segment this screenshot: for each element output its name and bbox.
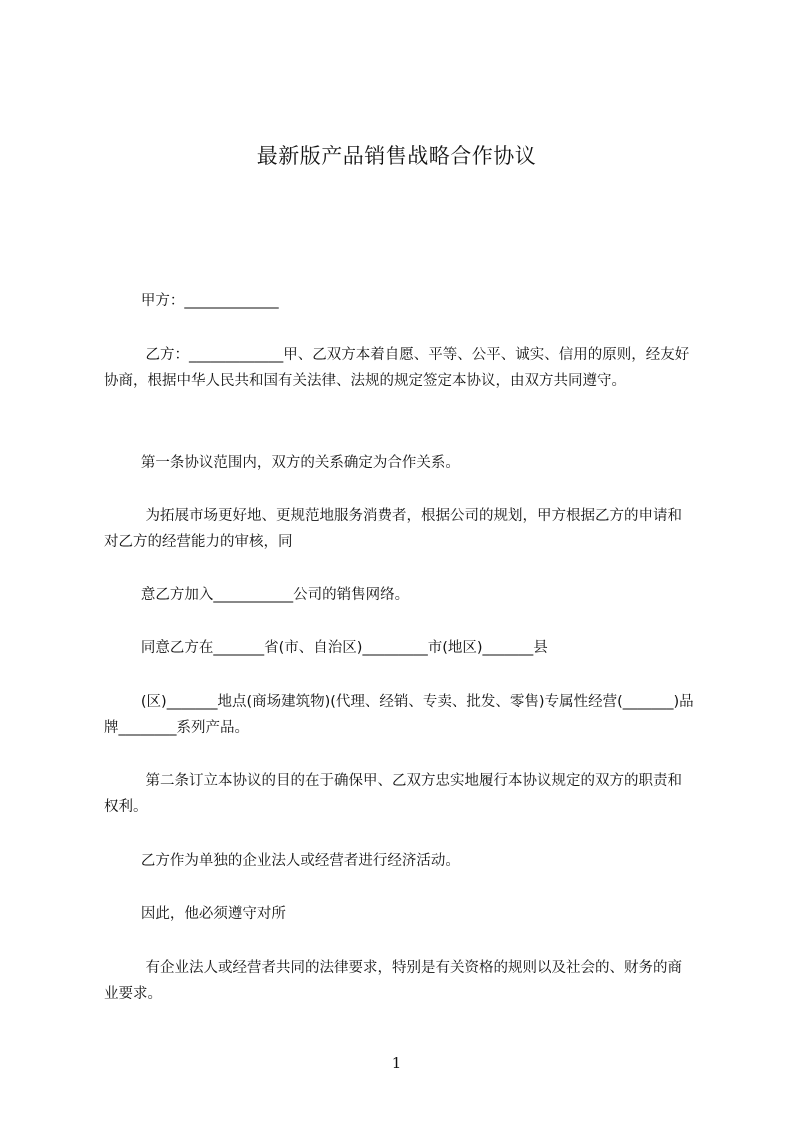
paragraph-join-network: 意乙方加入___________公司的销售网络。 [104, 587, 410, 603]
paragraph-legal-requirements: 有企业法人或经营者共同的法律要求，特别是有关资格的规则以及社会的、财务的商业要求。 [104, 960, 682, 1002]
paragraph-article-1: 第一条协议范围内，双方的关系确定为合作关系。 [104, 455, 460, 471]
page-number: 1 [391, 1054, 402, 1072]
paragraph-article-2: 第二条订立本协议的目的在于确保甲、乙双方忠实地履行本协议规定的双方的职责和权利。 [104, 773, 682, 815]
paragraph-therefore: 因此，他必须遵守对所 [104, 906, 286, 922]
paragraph-location: 同意乙方在_______省(市、自治区)_________市(地区)_______县 [104, 640, 548, 656]
paragraph-party-b: 乙方：_____________甲、乙双方本着自愿、平等、公平、诚实、信用的原则，经友好协商，根据中华人民共和国有关法律、法规的规定签定本协议，由双方共同遵守。 [104, 347, 690, 389]
paragraph-market-expansion: 为拓展市场更好地、更规范地服务消费者，根据公司的规划，甲方根据乙方的申请和对乙方的经营能力的审核，同 [104, 508, 682, 550]
paragraph-party-a: 甲方：_____________ [104, 293, 279, 309]
document-title: 最新版产品销售战略合作协议 [256, 144, 537, 168]
paragraph-business-scope: (区)_______地点(商场建筑物)(代理、经销、专卖、批发、零售)专属性经营(_______)品牌________系列产品。 [104, 694, 694, 736]
paragraph-independent-entity: 乙方作为单独的企业法人或经营者进行经济活动。 [104, 853, 460, 869]
